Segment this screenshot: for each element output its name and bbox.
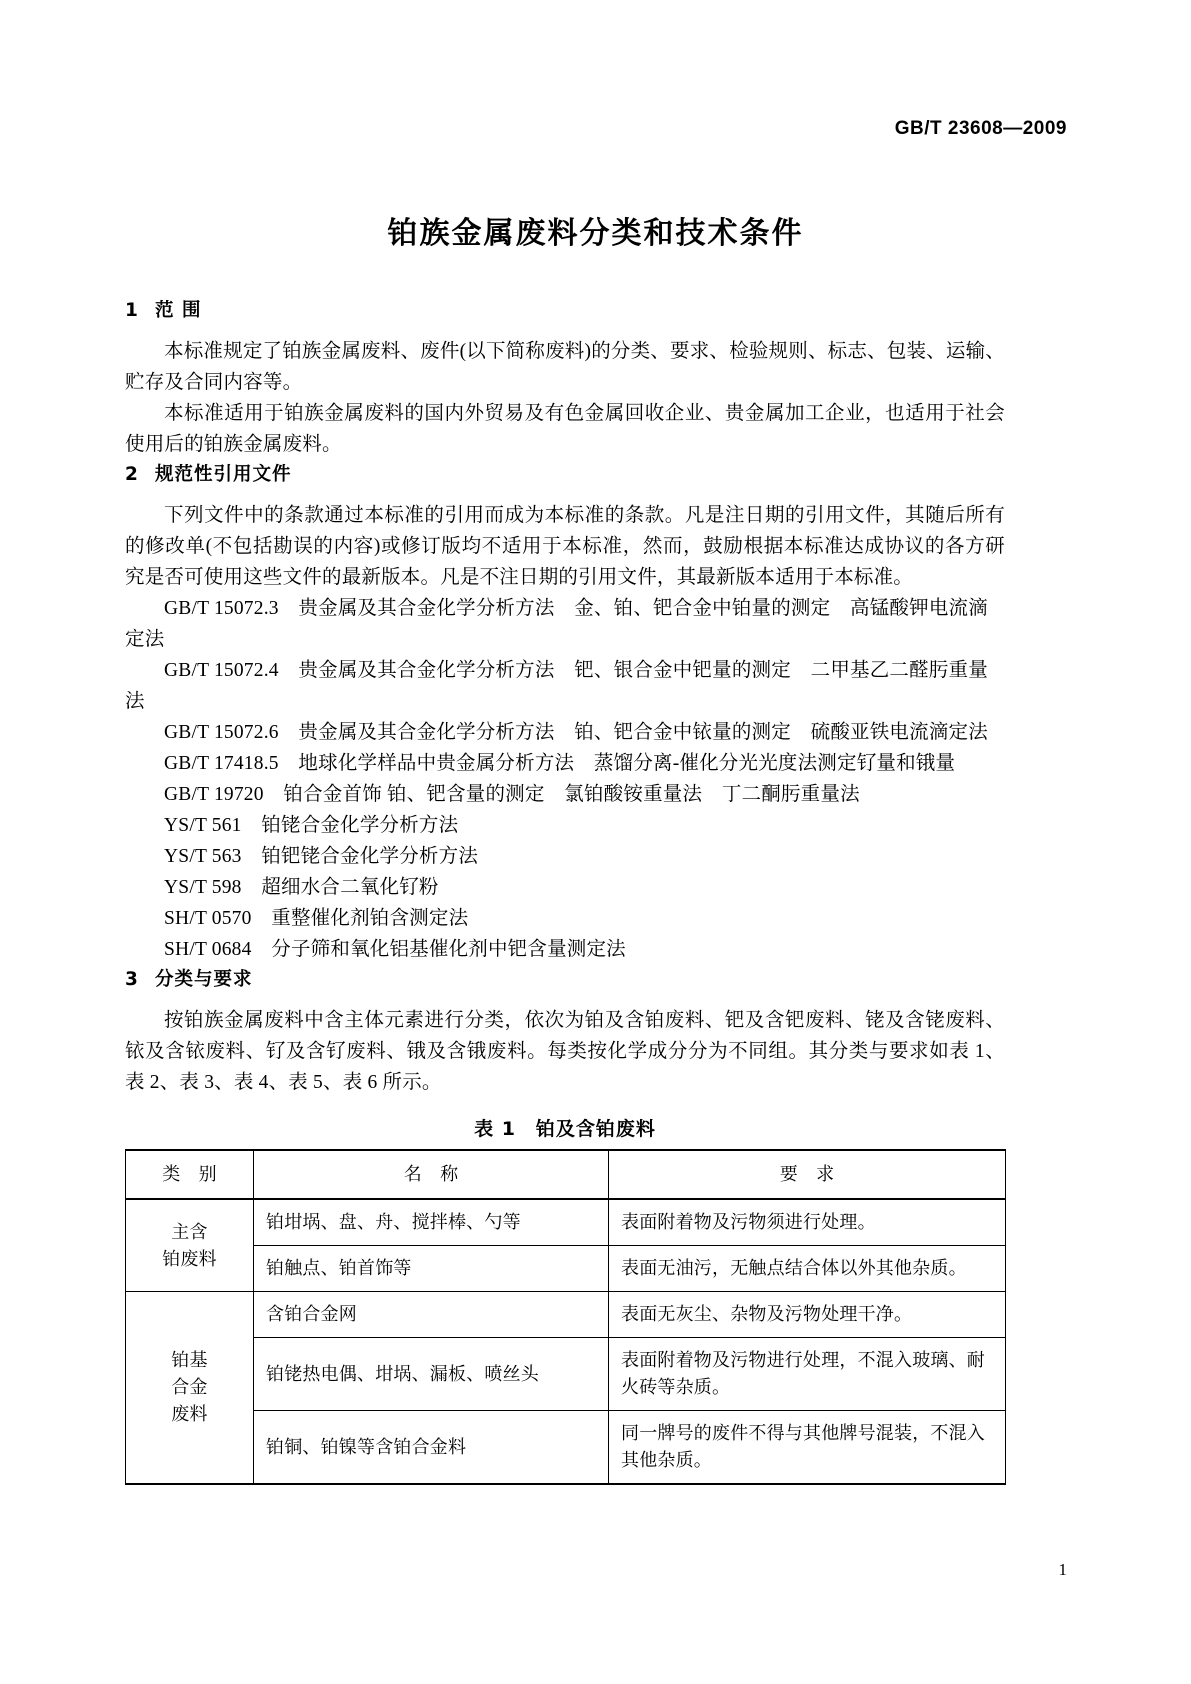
column-header-name: 名 称 [254, 1150, 609, 1199]
name-cell: 铂坩埚、盘、舟、搅拌棒、勺等 [254, 1199, 609, 1246]
requirement-cell: 表面附着物及污物须进行处理。 [609, 1199, 1006, 1246]
reference-item: YS/T 561 铂铑合金化学分析方法 [164, 815, 459, 836]
name-cell: 铂铑热电偶、坩埚、漏板、喷丝头 [254, 1338, 609, 1411]
standard-code-header: GB/T 23608—2009 [894, 118, 1067, 139]
section-title-1: 范 围 [155, 300, 202, 321]
section-number-1: 1 [125, 300, 139, 321]
page-number: 1 [1058, 1560, 1067, 1579]
table-row [126, 1246, 1006, 1292]
section-heading-3 [125, 965, 1005, 991]
normative-references-list [125, 593, 1005, 965]
reference-item: YS/T 563 铂钯铑合金化学分析方法 [164, 846, 479, 867]
section-title-3: 分类与要求 [155, 969, 253, 990]
category-cell-main-platinum [126, 1199, 254, 1292]
section-3-paragraph-1: 按铂族金属废料中含主体元素进行分类，依次为铂及含铂废料、钯及含钯废料、铑及含铑废料、铱及含铱废料、钌及含钌废料、锇及含锇废料。每类按化学成分分为不同组。其分类与要求如表 1、表 2、表 3、表 4、表 5、表 6 所示。 [125, 1010, 1005, 1093]
document-body [125, 296, 1005, 1485]
reference-item: YS/T 598 超细水合二氧化钌粉 [164, 877, 439, 898]
table-1-platinum-waste [125, 1149, 1006, 1485]
section-heading-1 [125, 296, 1005, 322]
requirement-cell: 表面无油污，无触点结合体以外其他杂质。 [609, 1246, 1006, 1292]
requirement-cell: 表面附着物及污物进行处理，不混入玻璃、耐火砖等杂质。 [609, 1338, 1006, 1411]
category-line: 废料 [171, 1404, 208, 1424]
requirement-cell: 表面无灰尘、杂物及污物处理干净。 [609, 1292, 1006, 1338]
column-header-requirement: 要 求 [609, 1150, 1006, 1199]
reference-item: SH/T 0684 分子筛和氧化铝基催化剂中钯含量测定法 [164, 939, 626, 960]
section-number-3: 3 [125, 969, 139, 990]
category-line: 合金 [171, 1377, 208, 1397]
table-row [126, 1411, 1006, 1485]
reference-item: GB/T 15072.4 贵金属及其合金化学分析方法 钯、银合金中钯量的测定 二甲基乙二醛肟重量法 [125, 660, 988, 712]
table-row [126, 1292, 1006, 1338]
column-header-category: 类 别 [126, 1150, 254, 1199]
reference-item: SH/T 0570 重整催化剂铂含测定法 [164, 908, 469, 929]
table-1-caption: 表 1 铂及含铂废料 [474, 1118, 656, 1140]
reference-item: GB/T 19720 铂合金首饰 铂、钯含量的测定 氯铂酸铵重量法 丁二酮肟重量法 [164, 784, 860, 805]
name-cell: 铂触点、铂首饰等 [254, 1246, 609, 1292]
page-title: 铂族金属废料分类和技术条件 [387, 216, 804, 251]
category-cell-platinum-alloy [126, 1292, 254, 1485]
section-title-2: 规范性引用文件 [155, 464, 292, 485]
category-line: 铂基 [171, 1350, 208, 1370]
requirement-cell: 同一牌号的废件不得与其他牌号混装，不混入其他杂质。 [609, 1411, 1006, 1485]
section-number-2: 2 [125, 464, 139, 485]
section-1-paragraph-1: 本标准规定了铂族金属废料、废件(以下简称废料)的分类、要求、检验规则、标志、包装、运输、贮存及合同内容等。 [125, 341, 1005, 393]
section-heading-2 [125, 460, 1005, 486]
category-line: 主含 [171, 1221, 208, 1242]
name-cell: 铂铜、铂镍等含铂合金料 [254, 1411, 609, 1485]
table-row [126, 1338, 1006, 1411]
table-header-row [126, 1150, 1006, 1199]
reference-item: GB/T 15072.6 贵金属及其合金化学分析方法 铂、钯合金中铱量的测定 硫酸亚铁电流滴定法 [164, 722, 988, 743]
section-1-paragraph-2: 本标准适用于铂族金属废料的国内外贸易及有色金属回收企业、贵金属加工企业，也适用于社会使用后的铂族金属废料。 [125, 403, 1005, 455]
name-cell: 含铂合金网 [254, 1292, 609, 1338]
section-2-paragraph-1: 下列文件中的条款通过本标准的引用而成为本标准的条款。凡是注日期的引用文件，其随后所有的修改单(不包括勘误的内容)或修订版均不适用于本标准，然而，鼓励根据本标准达成协议的各方研究是否可使用这些文件的最新版本。凡是不注日期的引用文件，其最新版本适用于本标准。 [125, 505, 1005, 588]
table-row [126, 1199, 1006, 1246]
reference-item: GB/T 15072.3 贵金属及其合金化学分析方法 金、铂、钯合金中铂量的测定 高锰酸钾电流滴定法 [125, 598, 988, 650]
reference-item: GB/T 17418.5 地球化学样品中贵金属分析方法 蒸馏分离-催化分光光度法测定钌量和锇量 [164, 753, 956, 774]
category-line: 铂废料 [162, 1248, 217, 1269]
